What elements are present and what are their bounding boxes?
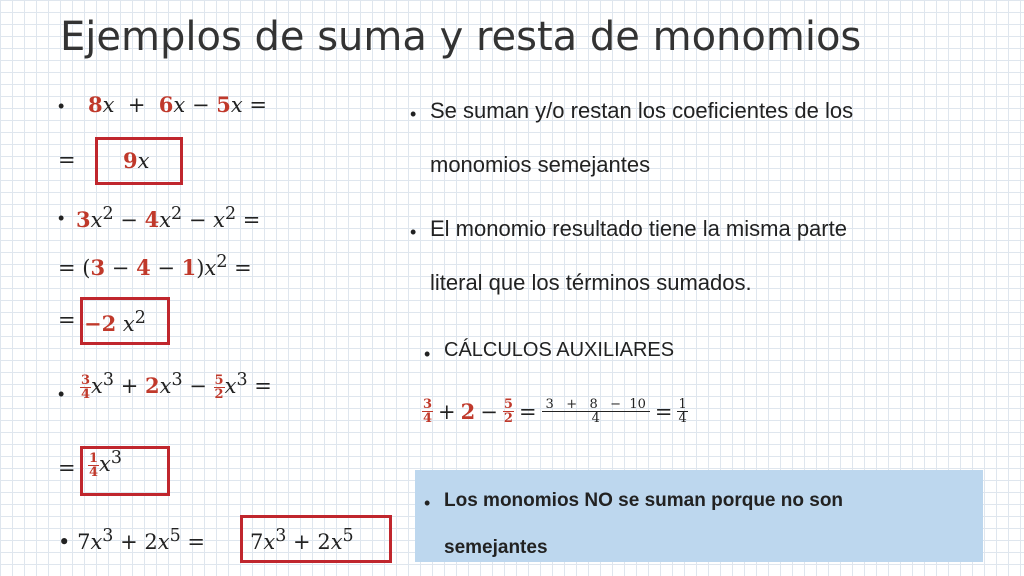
bullet: • (58, 384, 65, 404)
aux-calculations-title: CÁLCULOS AUXILIARES (444, 339, 675, 361)
example-3-expression: $\frac{3}{4}$ $x^3 + 2x^3$ − $\frac{5}{2}$ $x^3$ = (81, 370, 272, 402)
bullet: • (424, 493, 431, 513)
example-2-step: = $(3 - 4 - 1)x^2$ = (58, 252, 252, 280)
slide-title: Ejemplos de suma y resta de monomios (60, 14, 862, 60)
bullet: • (410, 104, 417, 124)
equals-sign: = (58, 308, 76, 332)
result-1: 9x (123, 148, 150, 173)
aux-calculation: $\frac{3}{4}$ + 2 − $\frac{5}{2}$ = $\frac{3 + 8 - 10}{4}$ = $\frac{1}{4}$ (423, 397, 687, 426)
example-1-expression: 8x + 6x − 5x = (88, 92, 268, 117)
coefficient: 6 (158, 92, 174, 117)
coefficient: 5 (216, 92, 231, 117)
note-line-1: Los monomios NO se suman porque no son (444, 490, 844, 511)
bullet: • (424, 344, 431, 364)
coefficient: 8 (88, 92, 103, 117)
equals-sign: = (58, 456, 76, 480)
bullet: • (58, 208, 65, 228)
point-1-line-1: Se suman y/o restan los coeficientes de los (430, 98, 854, 123)
result-3: $\frac{1}{4}$ $x^3$ (89, 448, 123, 480)
point-1-line-2: monomios semejantes (430, 152, 651, 177)
point-2-line-2: literal que los términos sumados. (430, 270, 752, 295)
result-4: $7x^3 + 2x^5$ (250, 526, 354, 554)
point-2-line-1: El monomio resultado tiene la misma parte (430, 216, 847, 241)
note-line-2: semejantes (444, 537, 548, 558)
bullet: • (410, 222, 417, 242)
bullet: • (58, 96, 65, 116)
equals-sign: = (58, 148, 76, 172)
result-2: −2 $x^2$ (84, 308, 146, 336)
example-4-expression: • $7x^3 + 2x^5$ = (58, 526, 206, 554)
example-2-expression: $3x^2 - 4x^2 - x^2$ = (76, 204, 261, 232)
